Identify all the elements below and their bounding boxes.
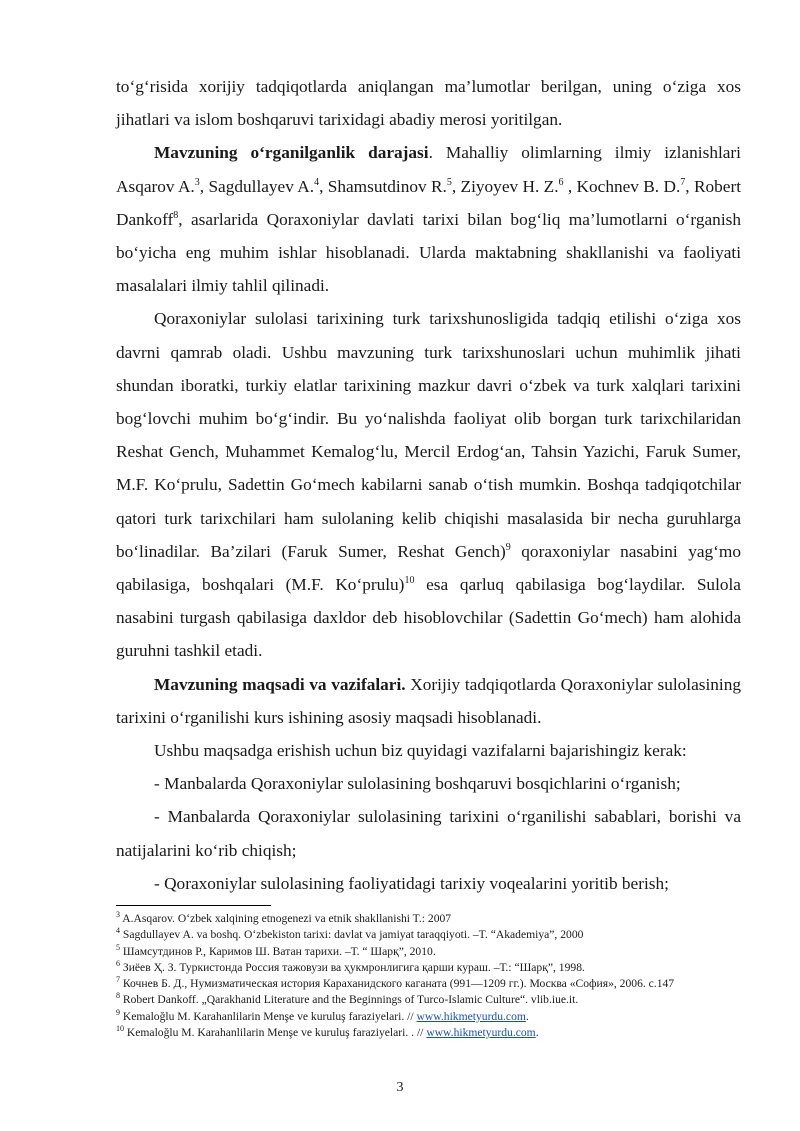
footnote-text: Kemaloğlu M. Karahanlilarin Menşe ve kuruluş faraziyelari. // <box>120 1009 417 1023</box>
paragraph-continuation: to‘g‘risida xorijiy tadqiqotlarda aniqlangan ma’lumotlar berilgan, uning o‘ziga xos jihatlari va islom boshqaruvi tarixidagi abadiy merosi yoritilgan. <box>116 77 741 130</box>
footnote-ref[interactable]: 6 <box>558 176 564 188</box>
footnote-number: 8 <box>116 991 120 1001</box>
paragraph-goals <box>116 668 741 734</box>
paragraph-text: Xorijiy tadqiqotlarda Qoraxoniylar sulolasining tarixini o‘rganilishi kurs ishining asosiy maqsadi hisoblanadi. <box>116 674 741 727</box>
footnote-number: 3 <box>116 910 120 920</box>
paragraph-text: , asarlarida Qoraxoniylar davlati tarixi bilan bog‘liq ma’lumotlarni o‘rganish bo‘yicha eng muhim ishlar hisoblanadi. Ularda maktabning shakllanishi va faoliyati masalalari ilmiy tahlil qilinadi. <box>116 209 741 296</box>
footnote-ref[interactable]: 3 <box>194 176 200 188</box>
footnote-text: Sagdullayev A. va boshq. O‘zbekiston tarixi: davlat va jamiyat taraqqiyoti. –T. “Akademiya”, 2000 <box>120 928 584 942</box>
section-heading-goals: Mavzuning maqsadi va vazifalari. <box>154 674 406 694</box>
footnote-number: 5 <box>116 942 120 952</box>
paragraph-text: , Kochnev B. D. <box>563 176 681 196</box>
footnote <box>116 944 741 960</box>
paragraph-text: , Sagdullayev A. <box>199 176 315 196</box>
footnote-text: Зиёев Ҳ. З. Туркистонда Россия тажовузи ва ҳукмронлигига қарши кураш. –Т.: “Шарқ”, 1998. <box>120 960 585 974</box>
footnote-number: 4 <box>116 926 120 936</box>
paragraph-text: , Robert Dankoff <box>116 176 742 229</box>
footnote <box>116 1025 741 1041</box>
paragraph-tasks-intro: Ushbu maqsadga erishish uchun biz quyidagi vazifalarni bajarishingiz kerak: <box>154 741 687 761</box>
footnote-text: Кочнев Б. Д., Нумизматическая история Караханидского каганата (991—1209 гг.). Москва «София», 2006. с.147 <box>120 977 675 991</box>
footnote-number: 10 <box>116 1024 124 1034</box>
footnote-ref[interactable]: 8 <box>173 210 179 222</box>
footnote <box>116 992 741 1008</box>
footnote <box>116 976 741 992</box>
footnote-text: Шамсутдинов Р., Каримов Ш. Ватан тарихи. –Т. “ Шарқ”, 2010. <box>120 944 436 958</box>
task-item: - Manbalarda Qoraxoniylar sulolasining tarixini o‘rganilishi sabablari, borishi va natijalarini ko‘rib chiqish; <box>116 807 741 860</box>
footnote-ref[interactable]: 7 <box>680 176 686 188</box>
footnote-ref[interactable]: 9 <box>505 542 511 554</box>
paragraph-text: esa qarluq qabilasiga bog‘laydilar. Sulola nasabini turgash qabilasiga daxldor deb hisoblovchilar (Sadettin Go‘mech) ham alohida guruhni tashkil etadi. <box>116 575 741 661</box>
paragraph-turkish-historiography <box>116 302 741 667</box>
footnote-link[interactable]: www.hikmetyurdu.com <box>416 1009 526 1023</box>
task-item: - Qoraxoniylar sulolasining faoliyatidagi tarixiy voqealarini yoritib berish; <box>154 873 669 893</box>
paragraph-text: Qoraxoniylar sulolasi tarixining turk tarixshunosligida tadqiq etilishi o‘ziga xos davrni qamrab oladi. Ushbu mavzuning turk tarixshunoslari uchun muhimlik jihati shundan iboratki, turkiy elatlar tarixining mazkur davri o‘zbek va turk xalqlari tarixini bog‘lovchi muhim bo‘g‘indir. Bu yo‘nalishda faoliyat olib borgan turk tarixchilaridan Reshat Gench, Muhammet Kemalog‘lu, Mercil Erdog‘an, Tahsin Yazichi, Faruk Sumer, M.F. Ko‘prulu, Sadettin Go‘mech kabilarni sanab o‘tish mumkin. Boshqa tadqiqotchilar qatori turk tarixchilari ham sulolaning kelib chiqishi masalasida bir necha guruhlarga bo‘linadilar. Ba’zilari (Faruk Sumer, Reshat Gench) <box>116 309 741 561</box>
footnote-ref[interactable]: 4 <box>314 176 320 188</box>
paragraph-text: . Mahalliy olimlarning ilmiy izlanishlari Asqarov A. <box>116 143 741 196</box>
footnote-number: 6 <box>116 959 120 969</box>
footnote-number: 9 <box>116 1007 120 1017</box>
footnotes <box>116 911 741 1041</box>
body-text <box>116 70 741 900</box>
page-number: 3 <box>396 1080 404 1095</box>
footnote-separator <box>116 905 271 906</box>
footnote-link[interactable]: www.hikmetyurdu.com <box>426 1026 536 1040</box>
footnote-ref[interactable]: 10 <box>404 575 415 587</box>
footnote <box>116 960 741 976</box>
paragraph-text: , Ziyoyev H. Z. <box>451 176 559 196</box>
section-heading-research-degree: Mavzuning o‘rganilganlik darajasi <box>154 143 429 163</box>
footnote-text: . <box>525 1009 529 1023</box>
footnote-number: 7 <box>116 975 120 985</box>
paragraph-research-degree <box>116 136 741 302</box>
task-item: - Manbalarda Qoraxoniylar sulolasining boshqaruvi bosqichlarini o‘rganish; <box>154 774 681 794</box>
paragraph-text: , Shamsutdinov R. <box>319 176 447 196</box>
footnote <box>116 911 741 927</box>
footnote-text: A.Asqarov. O‘zbek xalqining etnogenezi va etnik shakllanishi T.: 2007 <box>120 912 452 925</box>
paragraph-text: qoraxoniylar nasabini yag‘mo qabilasiga, boshqalari (M.F. Ko‘prulu) <box>116 541 742 595</box>
footnote-text: Robert Dankoff. „Qarakhanid Literature and the Beginnings of Turco-Islamic Culture“. vlib.iue.it. <box>120 993 579 1007</box>
footnote-ref[interactable]: 5 <box>446 176 452 188</box>
footnote <box>116 1009 741 1025</box>
footnote-text: Kemaloğlu M. Karahanlilarin Menşe ve kuruluş faraziyelari. . // <box>124 1026 427 1040</box>
footnote <box>116 927 741 943</box>
footnote-text: . <box>535 1026 539 1040</box>
